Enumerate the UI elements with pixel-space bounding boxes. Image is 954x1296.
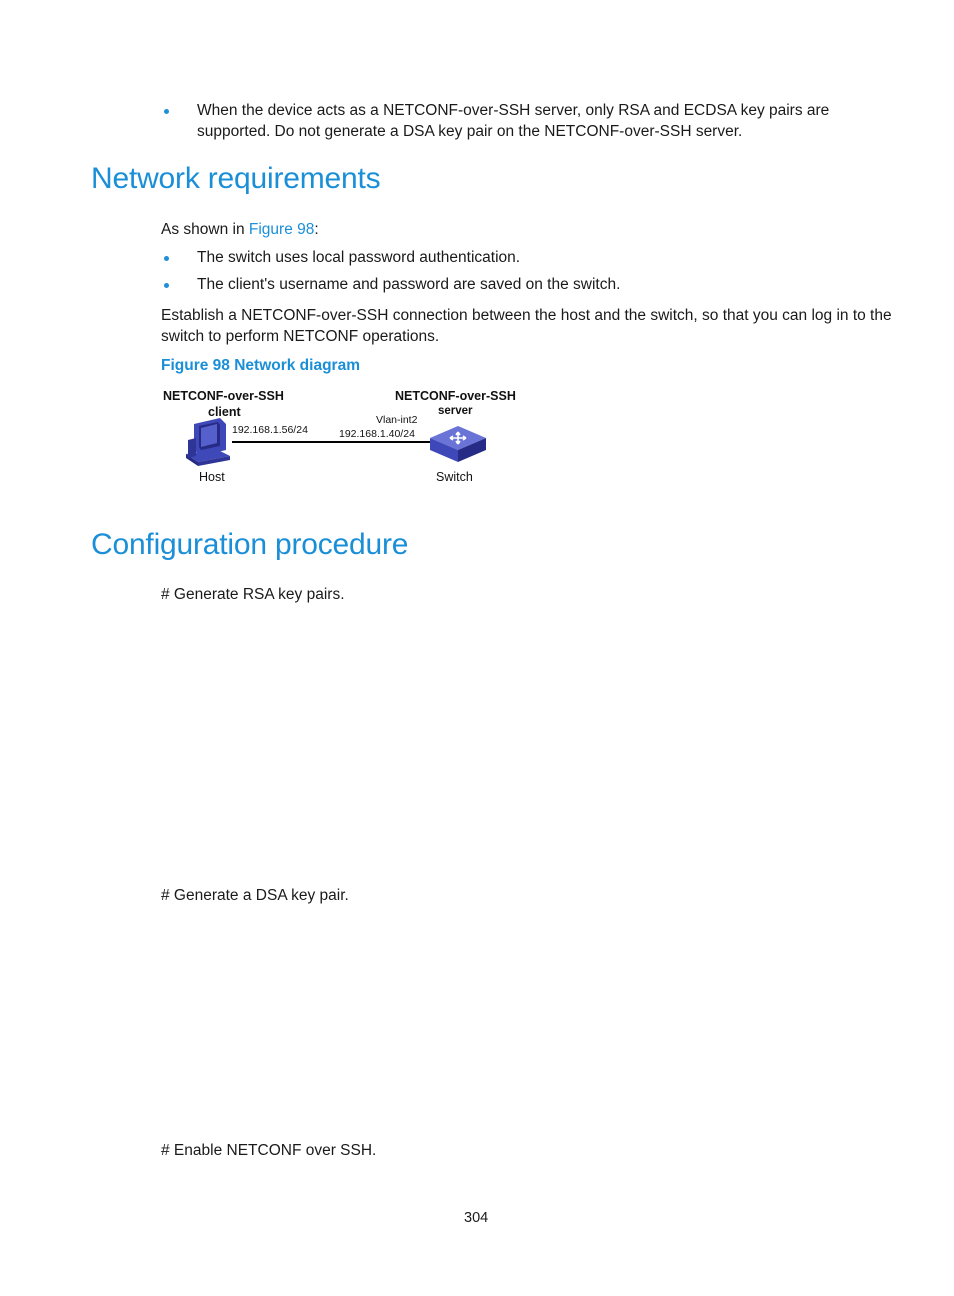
host-ip-label: 192.168.1.56/24 (232, 424, 308, 436)
switch-ip-label: 192.168.1.40/24 (339, 428, 415, 440)
client-label-line-2: client (208, 405, 241, 419)
section-title-network: Network requirements (91, 162, 381, 195)
bullet-dot (164, 283, 169, 288)
network-bullet-1: The switch uses local password authentication. (197, 249, 521, 266)
vlan-interface-label: Vlan-int2 (376, 414, 418, 426)
host-computer-icon (186, 418, 230, 466)
bullet-dot (164, 109, 169, 114)
page-number: 304 (464, 1210, 489, 1226)
step-enable-netconf: # Enable NETCONF over SSH. (161, 1142, 377, 1159)
step-generate-rsa: # Generate RSA key pairs. (161, 586, 345, 603)
as-shown-suffix: : (314, 221, 319, 238)
switch-name-label: Switch (436, 470, 473, 484)
intro-bullet-text: When the device acts as a NETCONF-over-SSH server, only RSA and ECDSA key pairs are supported. Do not generate a DSA key pair on the NETCONF-over-SSH server. (197, 102, 830, 140)
bullet-dot (164, 256, 169, 261)
switch-icon (430, 426, 486, 462)
server-label-line-1: NETCONF-over-SSH (395, 389, 516, 403)
figure-98-link[interactable]: Figure 98 (248, 221, 315, 238)
server-label-line-2: server (438, 405, 473, 417)
figure-caption: Figure 98 Network diagram (161, 357, 360, 374)
section-title-configuration: Configuration procedure (91, 528, 409, 561)
as-shown-prefix: As shown in (161, 221, 249, 238)
network-diagram (180, 410, 500, 470)
network-paragraph-line-2: switch to perform NETCONF operations. (161, 328, 440, 345)
network-bullet-2: The client's username and password are saved on the switch. (197, 276, 621, 293)
network-paragraph-line-1: Establish a NETCONF-over-SSH connection between the host and the switch, so that you can log in to the (161, 307, 892, 324)
step-generate-dsa: # Generate a DSA key pair. (161, 887, 349, 904)
host-name-label: Host (199, 470, 225, 484)
client-label-line-1: NETCONF-over-SSH (163, 389, 284, 403)
as-shown-line (161, 219, 319, 240)
